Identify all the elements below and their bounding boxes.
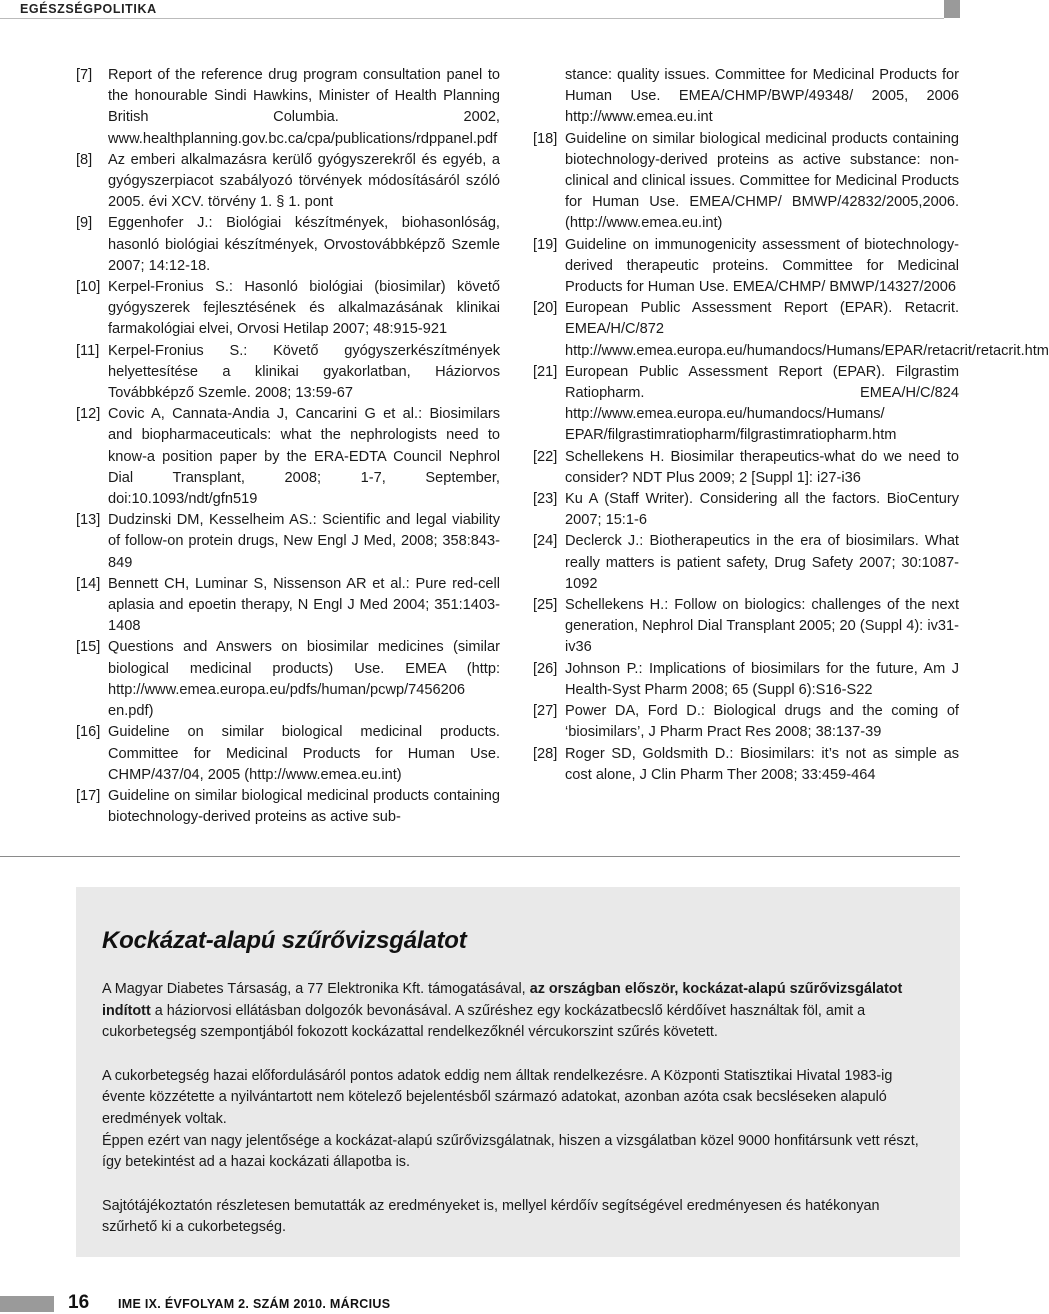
section-divider <box>0 856 960 857</box>
reference-14 <box>76 574 500 638</box>
reference-28 <box>533 744 959 786</box>
running-header <box>0 0 960 18</box>
reference-13 <box>76 510 500 574</box>
reference-27 <box>533 701 959 743</box>
reference-text: Guideline on immunogenicity assessment of biotechnology-derived therapeutic proteins. Committee for Medicinal Products for Human Use. EMEA/CHMP/ BMWP/14327/2006 <box>565 236 959 296</box>
reference-number: [19] <box>533 236 558 253</box>
reference-number: [28] <box>533 745 558 762</box>
references-left-column <box>76 65 500 828</box>
reference-text: Dudzinski DM, Kesselheim AS.: Scientific and legal viability of follow-on protein drugs, New Engl J Med, 2008; 358:843-849 <box>108 512 500 571</box>
reference-text: European Public Assessment Report (EPAR). Filgrastim Ratiopharm. EMEA/H/C/824 http://www.emea.europa.eu/humandocs/Humans/ EPAR/filgrastimratiopharm/filgrastimratiopharm.htm <box>565 363 959 444</box>
reference-number: [13] <box>76 512 101 529</box>
reference-number: [27] <box>533 703 558 720</box>
reference-number: [10] <box>76 279 101 296</box>
paragraph-lead: A Magyar Diabetes Társaság, a 77 Elektronika Kft. támogatásával, <box>102 981 530 997</box>
page-number: 16 <box>68 1292 90 1313</box>
reference-24 <box>533 531 959 595</box>
reference-text: Schellekens H. Biosimilar therapeutics-what do we need to consider? NDT Plus 2009; 2 [Suppl 1]: i27-i36 <box>565 448 959 486</box>
reference-number: [24] <box>533 533 558 550</box>
reference-7 <box>76 65 500 150</box>
reference-text: Bennett CH, Luminar S, Nissenson AR et al.: Pure red-cell aplasia and epoetin therapy, N Engl J Med 2004; 351:1403-1408 <box>108 575 500 635</box>
reference-text: Kerpel-Fronius S.: Követő gyógyszerkészítmények helyettesítése a klinikai gyakorlatban, Háziorvos Továbbképző Szemle. 2008; 13:59-67 <box>108 342 500 402</box>
reference-text: European Public Assessment Report (EPAR). Retacrit. EMEA/H/C/872 http://www.emea.europa.eu/humandocs/Humans/EPAR/retacrit/retacrit.htm <box>565 300 1049 359</box>
reference-text: Kerpel-Fronius S.: Hasonló biológiai (biosimilar) követő gyógyszerek fejlesztésének és alkalmazásának klinikai farmakológiai elvei, Orvosi Hetilap 2007; 48:915-921 <box>108 279 500 338</box>
reference-12 <box>76 404 500 510</box>
news-paragraph-1 <box>102 979 932 1044</box>
reference-number: [21] <box>533 363 558 380</box>
reference-number: [14] <box>76 575 101 592</box>
reference-25 <box>533 595 959 659</box>
reference-number: [7] <box>76 67 93 83</box>
reference-text: Report of the reference drug program consultation panel to the honourable Sindi Hawkins, Minister of Health Planning British Columbia. 2002, www.healthplanning.gov.bc.ca/cpa/publications/rdppanel.pdf <box>108 67 500 147</box>
reference-11 <box>76 341 500 405</box>
reference-text: Guideline on similar biological medicinal products containing biotechnology-derived proteins as active substance: non-clinical and clinical issues. Committee for Medicinal Products for Human Use. EMEA/CHMP/ BMWP/42832/2005,2006. (http://www.emea.eu.int) <box>565 130 959 232</box>
reference-text: Eggenhofer J.: Biológiai készítmények, biohasonlóság, hasonló biológiai készítmények, Orvostovábbképzõ Szemle 2007; 14:12-18. <box>108 215 500 274</box>
reference-9 <box>76 213 500 277</box>
reference-number: [18] <box>533 130 558 147</box>
reference-20 <box>533 298 1049 362</box>
reference-text: Power DA, Ford D.: Biological drugs and the coming of ‘biosimilars’, J Pharm Pract Res 2008; 38:137-39 <box>565 703 959 741</box>
reference-17 <box>76 786 500 828</box>
reference-21 <box>533 362 959 447</box>
reference-text: Questions and Answers on biosimilar medicines (similar biological medicinal products) Use. EMEA (http: http://www.emea.europa.eu/pdfs/human/pcwp/7456206 en.pdf) <box>108 639 500 720</box>
reference-18 <box>533 129 959 235</box>
reference-text: Schellekens H.: Follow on biologics: challenges of the next generation, Nephrol Dial Transplant 2005; 20 (Suppl 4): iv31-iv36 <box>565 597 959 656</box>
reference-number: [25] <box>533 597 558 614</box>
reference-text: Roger SD, Goldsmith D.: Biosimilars: it’s not as simple as cost alone, J Clin Pharm Ther 2008; 33:459-464 <box>565 745 959 783</box>
reference-8 <box>76 150 500 214</box>
reference-10 <box>76 277 500 341</box>
news-box-body <box>102 979 932 1239</box>
reference-number: [16] <box>76 724 101 741</box>
header-marker <box>944 0 960 18</box>
reference-number: [11] <box>76 342 100 359</box>
reference-text: Ku A (Staff Writer). Considering all the factors. BioCentury 2007; 15:1-6 <box>565 491 959 529</box>
reference-text: Az emberi alkalmazásra kerülő gyógyszerekről és egyéb, a gyógyszerpiacot szabályozó törvények módosításáról szóló 2005. évi XCV. törvény 1. § 1. pont <box>108 151 500 211</box>
reference-number: [12] <box>76 406 101 423</box>
section-label: EGÉSZSÉGPOLITIKA <box>20 2 157 16</box>
paragraph-rest: a háziorvosi ellátásban dolgozók bevonásával. A szűréshez egy kockázatbecslő kérdőívet használtak föl, amit a cukorbetegség szempontjából fokozott kockázattal rendelkezőknél vércukorszint szűrés követett. <box>102 1002 866 1041</box>
reference-number: [17] <box>76 787 101 804</box>
footer-marker <box>0 1296 54 1312</box>
reference-16 <box>76 722 500 786</box>
news-box-title: Kockázat-alapú szűrővizsgálatot <box>102 927 467 954</box>
reference-17-continuation: stance: quality issues. Committee for Medicinal Products for Human Use. EMEA/CHMP/BWP/49348/ 2005, 2006 http://www.emea.eu.int <box>565 67 959 126</box>
issue-info: IME IX. ÉVFOLYAM 2. SZÁM 2010. MÁRCIUS <box>118 1297 391 1311</box>
news-box <box>76 887 960 1257</box>
news-paragraph-2: A cukorbetegség hazai előfordulásáról pontos adatok eddig nem álltak rendelkezésre. A Központi Statisztikai Hivatal 1983-ig évente közzétette a nyilvántartott nem kötelező bejelentésből származó adatokat, azonban azóta csak becsléseken alapuló eredmények voltak. <box>102 1067 893 1127</box>
reference-19 <box>533 235 959 299</box>
paragraph-emphasis: az országban először, kockázat-alapú szűrővizsgálatot indított <box>102 981 903 1019</box>
reference-number: [9] <box>76 215 93 232</box>
header-rule <box>0 18 944 19</box>
reference-number: [22] <box>533 448 558 465</box>
reference-number: [20] <box>533 300 558 317</box>
reference-23 <box>533 489 959 531</box>
reference-number: [15] <box>76 639 101 656</box>
reference-22 <box>533 447 959 489</box>
reference-number: [23] <box>533 491 558 508</box>
news-paragraph-4: Sajtótájékoztatón részletesen bemutatták az eredményeket is, mellyel kérdőív segítségével eredményesen és hatékonyan szűrhető ki a cukorbetegség. <box>102 1197 880 1236</box>
reference-text: Guideline on similar biological medicinal products containing biotechnology-derived proteins as active sub- <box>108 787 500 826</box>
reference-number: [26] <box>533 660 558 677</box>
references-right-column <box>533 65 1049 786</box>
reference-15 <box>76 637 500 722</box>
reference-text: Covic A, Cannata-Andia J, Cancarini G et al.: Biosimilars and biopharmaceuticals: what the nephrologists need to know-a position paper by the ERA-EDTA Council Nephrol Dial Transplant, 2008; 1-7, September, doi:10.1093/ndt/gfn519 <box>108 406 500 508</box>
reference-26 <box>533 659 959 701</box>
reference-number: [8] <box>76 151 93 168</box>
news-paragraph-3: Éppen ezért van nagy jelentősége a kockázat-alapú szűrővizsgálatnak, hiszen a vizsgálatban közel 9000 honfitársunk vett részt, így betekintést ad a hazai kockázati állapotba is. <box>102 1132 919 1171</box>
reference-text: Declerck J.: Biotherapeutics in the era of biosimilars. What really matters is patient safety, Drug Safety 2007; 30:1087-1092 <box>565 533 959 592</box>
reference-text: Johnson P.: Implications of biosimilars for the future, Am J Health-Syst Pharm 2008; 65 (Suppl 6):S16-S22 <box>565 660 959 698</box>
reference-text: Guideline on similar biological medicinal products. Committee for Medicinal Products for Human Use. CHMP/437/04, 2005 (http://www.emea.eu.int) <box>108 724 500 783</box>
